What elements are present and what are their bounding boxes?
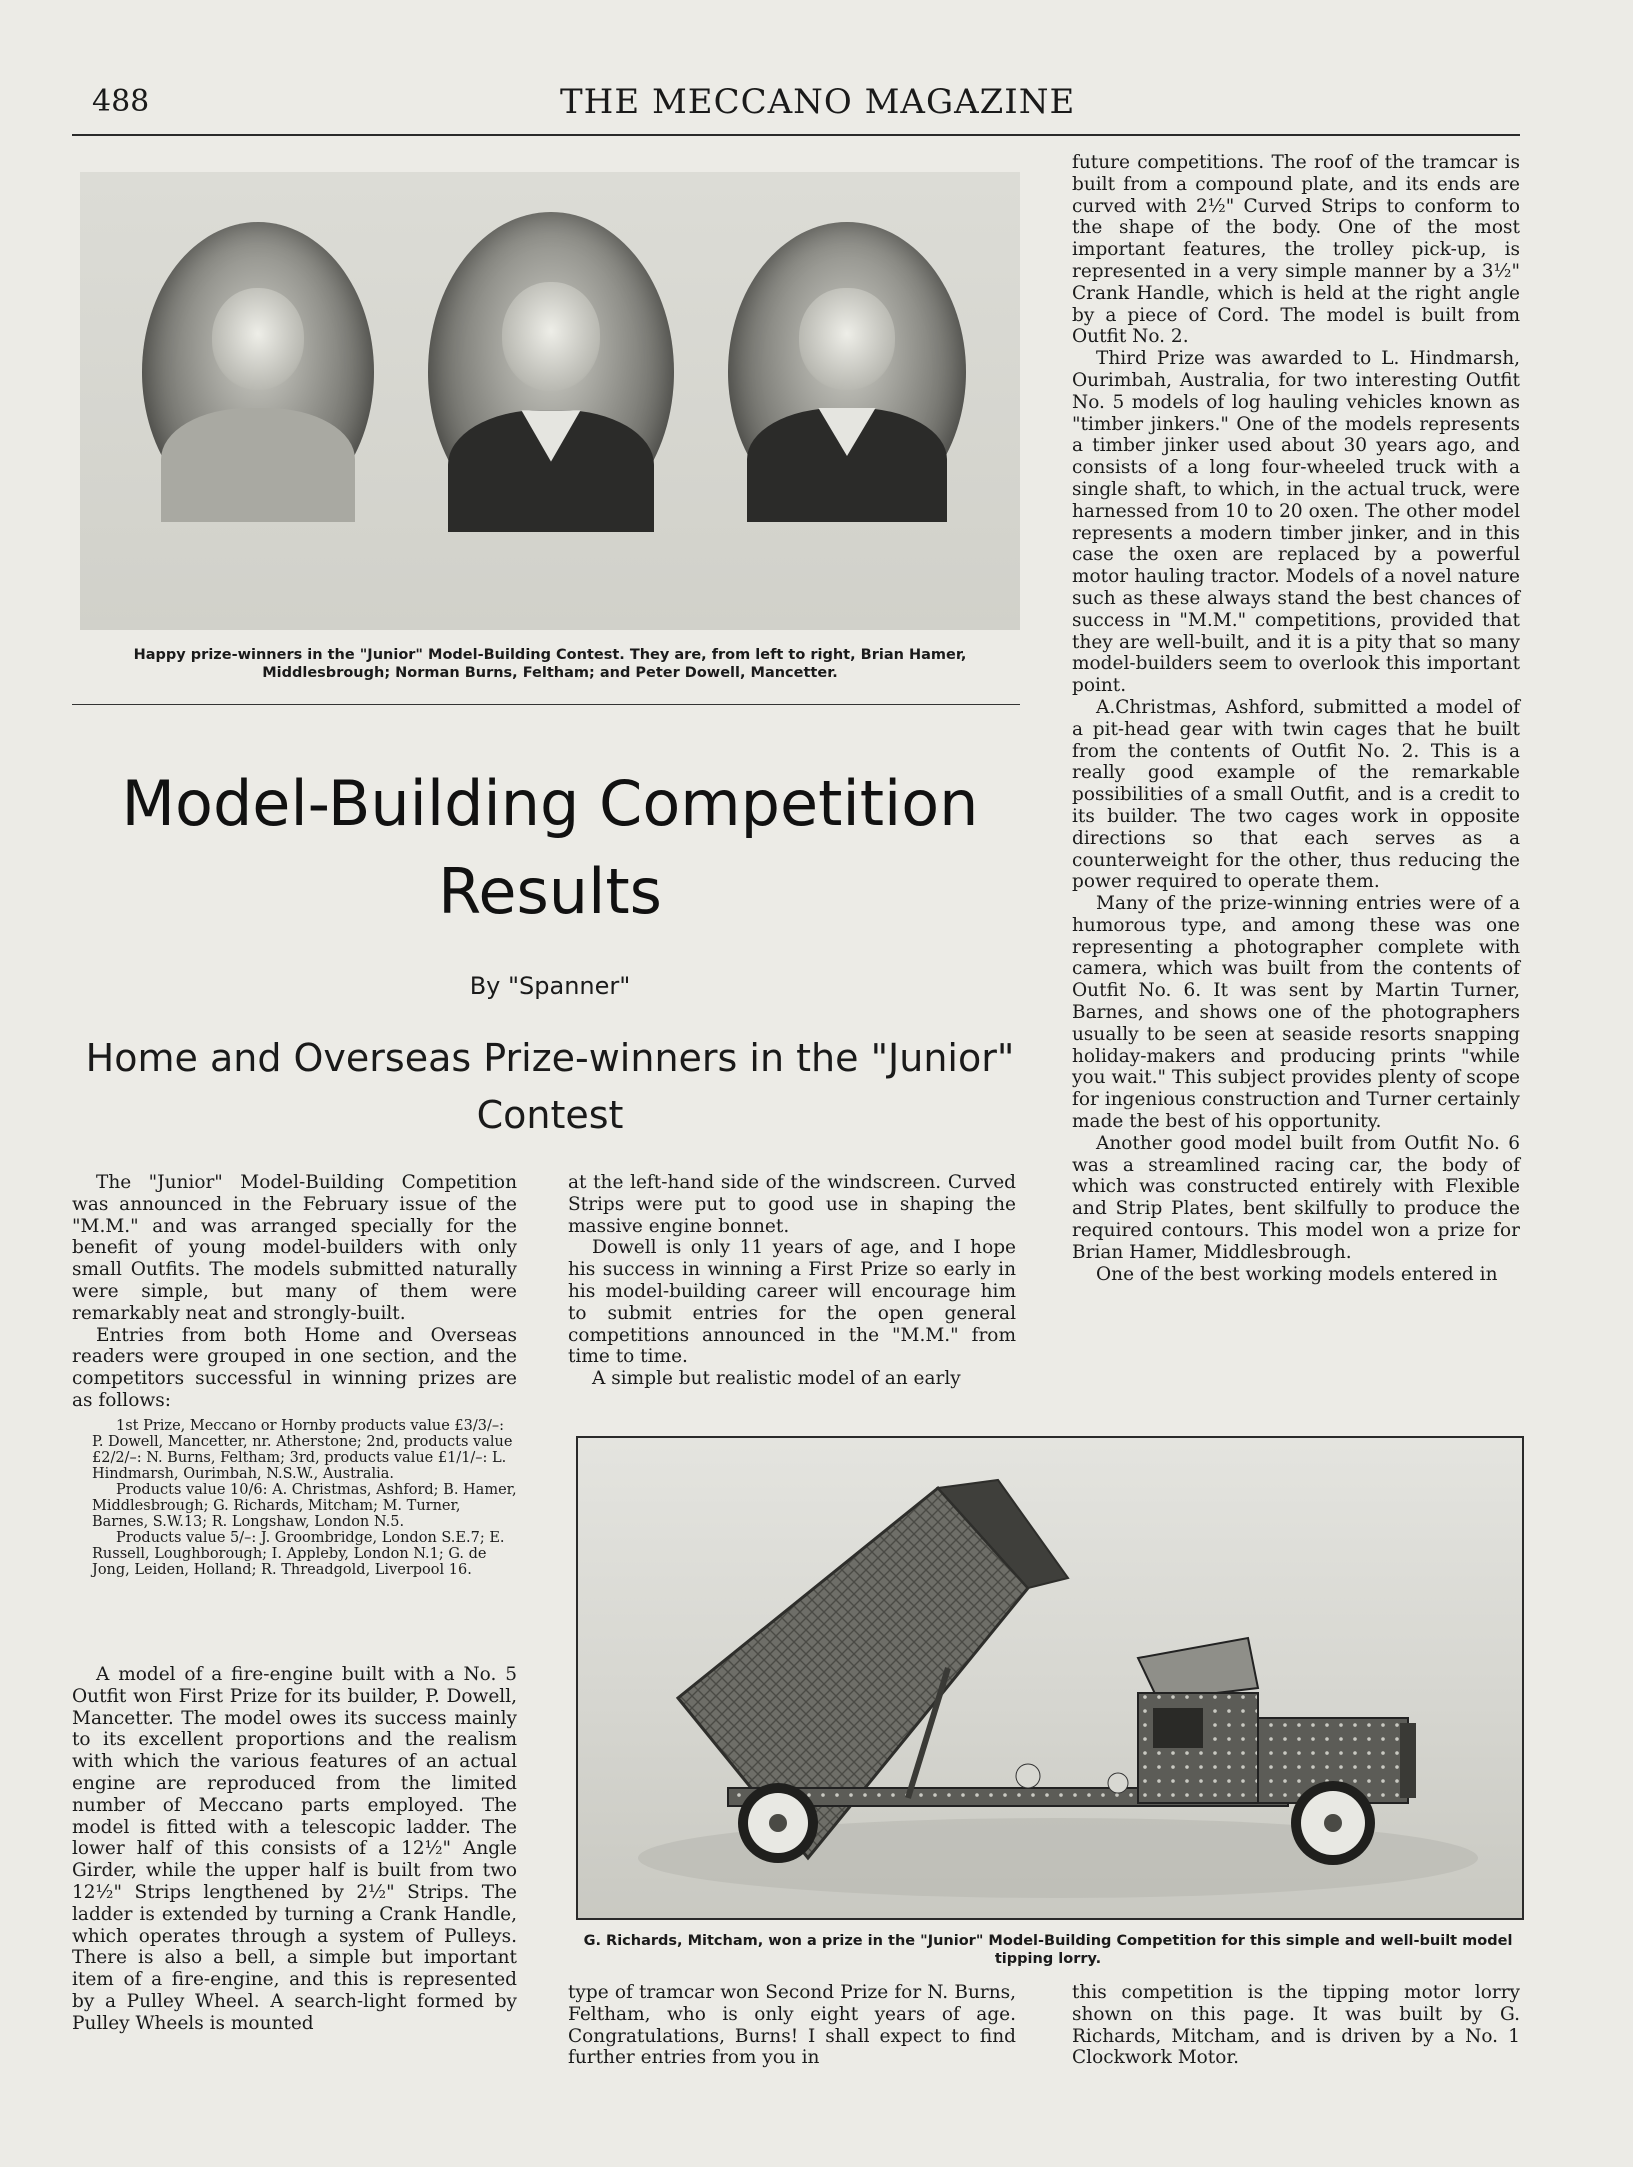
column-1-continued xyxy=(72,1664,517,2035)
rear-wheel xyxy=(738,1783,818,1863)
column-1 xyxy=(72,1172,517,1578)
lorry-caption: G. Richards, Mitcham, won a prize in the "Junior" Model-Building Competition for this simple and well-built model tipping lorry. xyxy=(583,1933,1513,1968)
paragraph: A.Christmas, Ashford, submitted a model of a pit-head gear with twin cages that he built from the contents of Outfit No. 2. This is a really good example of the remarkable possibilities of a small Outfit, and is a credit to its builder. The two cages work in opposite directions so that each serves as a counterweight for the other, thus reducing the power required to operate them. xyxy=(1072,696,1520,893)
paragraph: future competitions. The roof of the tramcar is built from a compound plate, and its ends are curved with 2½" Curved Strips to conform to the shape of the body. One of the most important features, the trolley pick-up, is represented in a very simple manner by a 3½" Crank Handle, which is held at the right angle by a piece of Cord. The model is built from Outfit No. 2. xyxy=(1072,152,1520,348)
paragraph: Dowell is only 11 years of age, and I hope his success in winning a First Prize so early in his model-building career will encourage him to submit entries for the open general competitions announced in the "M.M." from time to time. xyxy=(568,1237,1016,1368)
tipping-lorry-photo xyxy=(576,1436,1524,1920)
paragraph: The "Junior" Model-Building Competition was announced in the February issue of the "M.M." and was arranged specially for the benefit of young model-builders with only small Outfits. The models submitted naturally were simple, but many of them were remarkably neat and strongly-built. xyxy=(72,1172,517,1324)
column-3 xyxy=(1072,152,1520,1285)
lorry-illustration xyxy=(578,1438,1522,1918)
prize-list-item: 1st Prize, Meccano or Hornby products value £3/3/–: P. Dowell, Mancetter, nr. Atherstone; 2nd, products value £2/2/–: N. Burns, Feltham; 3rd, products value £1/1/–: L. Hindmarsh, Ourimbah, N.S.W., Australia. xyxy=(92,1417,513,1482)
caption-rule xyxy=(72,704,1020,705)
portrait-shirt xyxy=(161,408,356,522)
portrait-face xyxy=(212,288,305,390)
article-title: Model-Building Competition Results xyxy=(121,767,979,929)
running-title: THE MECCANO MAGAZINE xyxy=(560,82,1076,122)
header-rule xyxy=(72,134,1520,136)
paragraph: Entries from both Home and Overseas readers were grouped in one section, and the competitors successful in winning prizes are as follows: xyxy=(72,1324,517,1411)
front-wheel xyxy=(1291,1781,1375,1865)
portrait-face xyxy=(799,288,894,390)
paragraph: this competition is the tipping motor lorry shown on this page. It was built by G. Richards, Mitcham, and is driven by a No. 1 Clockwork Motor. xyxy=(1072,1982,1520,2069)
column-4 xyxy=(568,1982,1016,2069)
prize-winners-photo xyxy=(80,172,1020,630)
paragraph: Many of the prize-winning entries were of a humorous type, and among these was one representing a photographer complete with camera, which was built from the contents of Outfit No. 6. It was sent by Martin Turner, Barnes, and shows one of the photographers usually to be seen at seaside resorts snapping holiday-makers and producing prints "while you wait." This subject provides plenty of scope for ingenious construction and Turner certainly made the best of his opportunity. xyxy=(1072,893,1520,1133)
paragraph: Third Prize was awarded to L. Hindmarsh, Ourimbah, Australia, for two interesting Outfit No. 5 models of log hauling vehicles known as "timber jinkers." One of the models represents a timber jinker used about 30 years ago, and consists of a long four-wheeled truck with a single shaft, to which, in the actual truck, were harnessed from 10 to 20 oxen. The other model represents a modern timber jinker, and in this case the oxen are replaced by a powerful motor hauling tractor. Models of a novel nature such as these always stand the best chances of success in "M.M." competitions, provided that they are well-built, and it is a pity that so many model-builders seem to overlook this important point. xyxy=(1072,348,1520,697)
paragraph: A simple but realistic model of an early xyxy=(592,1368,961,1390)
prize-list-item: Products value 10/6: A. Christmas, Ashford; B. Hamer, Middlesbrough; G. Richards, Mitcham; M. Turner, Barnes, S.W.13; R. Longshaw, London N.5. xyxy=(92,1481,517,1530)
prize-list-item: Products value 5/–: J. Groombridge, London S.E.7; E. Russell, Loughborough; I. Appleby, London N.1; G. de Jong, Leiden, Holland; R. Threadgold, Liverpool 16. xyxy=(92,1529,505,1578)
article-byline: By "Spanner" xyxy=(469,972,631,1000)
paragraph: One of the best working models entered in xyxy=(1096,1263,1498,1285)
photo-caption: Happy prize-winners in the "Junior" Model-Building Contest. They are, from left to right, Brian Hamer, Middlesbrough; Norman Burns, Feltham; and Peter Dowell, Mancetter. xyxy=(133,647,967,682)
portrait-left xyxy=(142,222,374,522)
article-subtitle: Home and Overseas Prize-winners in the "Junior" Contest xyxy=(85,1036,1015,1137)
paragraph: Another good model built from Outfit No. 6 was a streamlined racing car, the body of which was constructed entirely with Flexible and Strip Plates, bent skilfully to produce the required contours. This model won a prize for Brian Hamer, Middlesbrough. xyxy=(1072,1132,1520,1263)
column-5 xyxy=(1072,1982,1520,2069)
portrait-face xyxy=(502,282,600,391)
paragraph: at the left-hand side of the windscreen. Curved Strips were put to good use in shaping the massive engine bonnet. xyxy=(568,1172,1016,1237)
portrait-center xyxy=(428,212,674,532)
portrait-right xyxy=(728,222,966,522)
paragraph: A model of a fire-engine built with a No. 5 Outfit won First Prize for its builder, P. Dowell, Mancetter. The model owes its success mainly to its excellent proportions and the realism with which the various features of an actual engine are reproduced from the limited number of Meccano parts employed. The model is fitted with a telescopic ladder. The lower half of this consists of a 12½" Angle Girder, while the upper half is built from two 12½" Strips lengthened by 2½" Strips. The ladder is extended by turning a Crank Handle, which operates through a system of Pulleys. There is also a bell, a simple but important item of a fire-engine, and this is represented by a Pulley Wheel. A search-light formed by Pulley Wheels is mounted xyxy=(72,1664,517,2034)
paragraph: type of tramcar won Second Prize for N. Burns, Feltham, who is only eight years of age. Congratulations, Burns! I shall expect to find further entries from you in xyxy=(568,1982,1016,2069)
column-2 xyxy=(568,1172,1016,1390)
page-number: 488 xyxy=(92,84,150,119)
